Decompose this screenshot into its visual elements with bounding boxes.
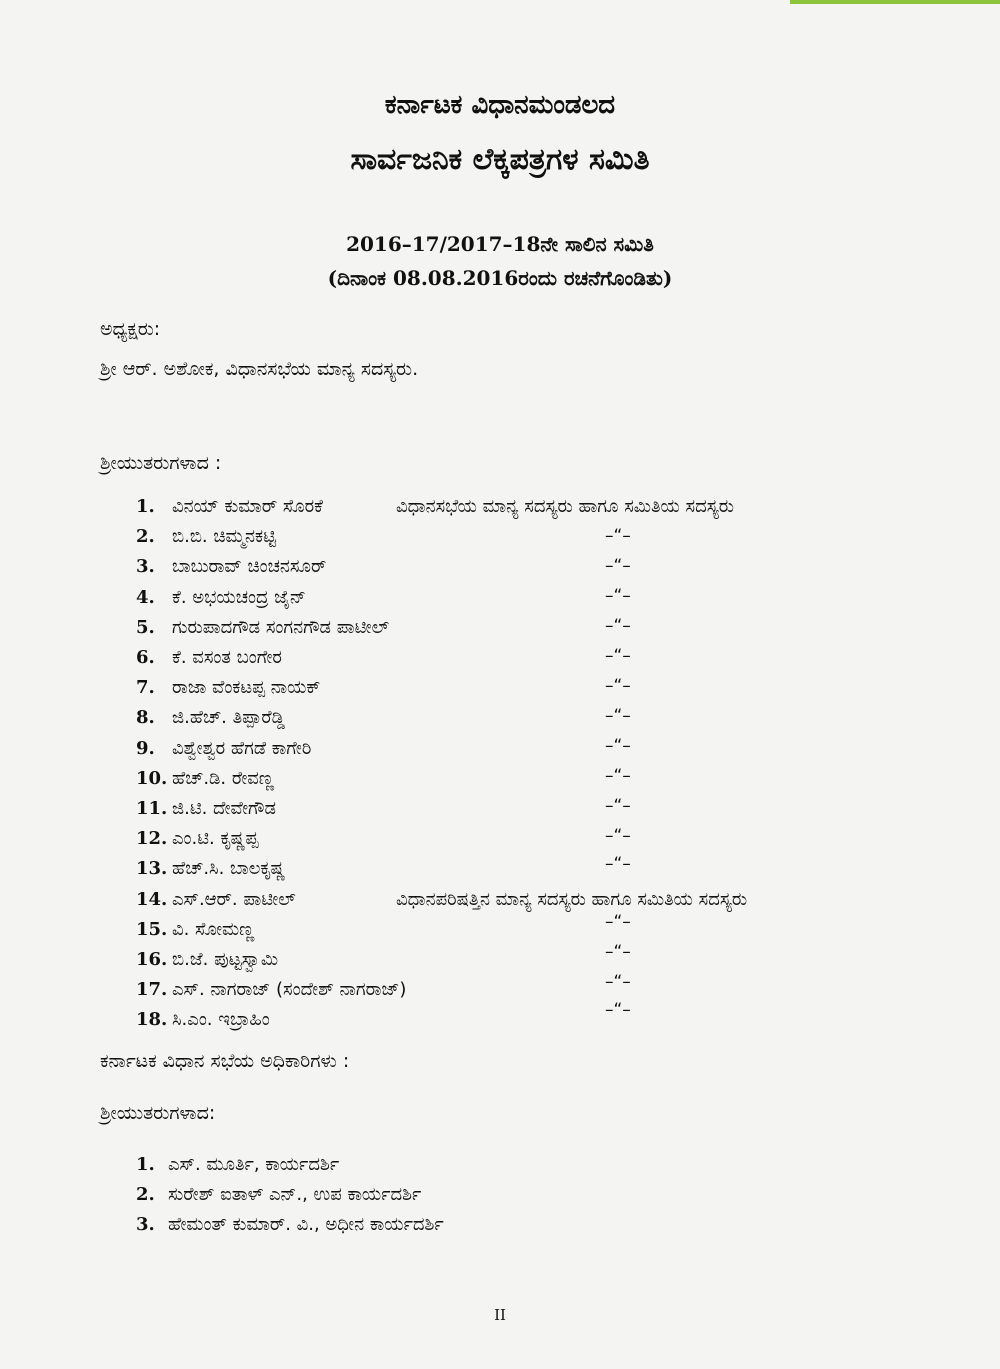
member-number: 8.	[136, 707, 155, 729]
ditto-mark: –“–	[605, 586, 631, 606]
member-name: ಎಂ.ಟಿ. ಕೃಷ್ಣಪ್ಪ	[172, 828, 259, 850]
member-name: ಸಿ.ಎಂ. ಇಬ್ರಾಹಿಂ	[172, 1009, 270, 1031]
member-name: ಬಿ.ಬಿ. ಚಿಮ್ಮನಕಟ್ಟಿ	[172, 526, 277, 548]
member-row	[136, 768, 896, 798]
ditto-mark: –“–	[605, 796, 631, 816]
committee-title: ಸಾರ್ವಜನಿಕ ಲೆಕ್ಕಪತ್ರಗಳ ಸಮಿತಿ	[350, 142, 650, 177]
member-number: 15.	[136, 918, 168, 940]
ditto-mark: –“–	[605, 736, 631, 756]
member-name: ಬಿ.ಜೆ. ಪುಟ್ಟಸ್ವಾಮಿ	[172, 949, 279, 970]
official-number: 2.	[136, 1184, 155, 1205]
assembly-title: ಕರ್ನಾಟಕ ವಿಧಾನಮಂಡಲದ	[384, 90, 616, 120]
member-number: 2.	[136, 526, 155, 548]
member-name: ಗುರುಪಾದಗೌಡ ಸಂಗನಗೌಡ ಪಾಟೀಲ್	[172, 616, 390, 638]
member-number: 12.	[136, 828, 168, 850]
official-row	[136, 1214, 444, 1244]
member-row	[136, 617, 896, 647]
member-name: ಹೆಚ್.ಡಿ. ರೇವಣ್ಣ	[172, 767, 275, 789]
member-number: 6.	[136, 647, 155, 668]
ditto-mark: –“–	[605, 912, 631, 932]
official-number: 3.	[136, 1214, 155, 1235]
member-name: ವಿಶ್ವೇಶ್ವರ ಹೆಗಡೆ ಕಾಗೇರಿ	[172, 737, 312, 759]
member-row	[136, 647, 896, 677]
official-number: 1.	[136, 1154, 155, 1175]
member-number: 7.	[136, 677, 155, 699]
member-name: ಹೆಚ್.ಸಿ. ಬಾಲಕೃಷ್ಣ	[172, 858, 286, 880]
member-number: 13.	[136, 858, 168, 880]
official-name: ಸುರೇಶ್ ಐತಾಳ್ ಎನ್., ಉಪ ಕಾರ್ಯದರ್ಶಿ	[168, 1184, 422, 1205]
ditto-mark: –“–	[605, 676, 631, 696]
chair-name: ಶ್ರೀ ಆರ್. ಅಶೋಕ, ವಿಧಾನಸಭೆಯ ಮಾನ್ಯ ಸದಸ್ಯರು.	[100, 358, 419, 380]
member-row	[136, 919, 896, 949]
member-row	[136, 979, 896, 1009]
page-number: II	[494, 1306, 506, 1324]
ditto-mark: –“–	[605, 706, 631, 726]
member-number: 11.	[136, 798, 168, 819]
member-name: ಎಸ್. ನಾಗರಾಜ್ (ಸಂದೇಶ್ ನಾಗರಾಜ್)	[172, 979, 407, 1001]
committee-term: 2016–17/2017–18ನೇ ಸಾಲಿನ ಸಮಿತಿ	[346, 232, 654, 256]
member-row	[136, 556, 896, 586]
member-name: ವಿ. ಸೋಮಣ್ಣ	[172, 918, 255, 940]
member-row	[136, 889, 896, 919]
ditto-mark: –“–	[605, 646, 631, 666]
ditto-mark: –“–	[605, 826, 631, 846]
member-number: 17.	[136, 979, 168, 1001]
member-row	[136, 858, 896, 888]
member-name: ಬಾಬುರಾವ್ ಚಿಂಚನಸೂರ್	[172, 556, 327, 578]
member-number: 1.	[136, 496, 155, 517]
member-row	[136, 526, 896, 556]
member-number: 16.	[136, 949, 168, 970]
officials-label: ಶ್ರೀಯುತರುಗಳಾದ:	[100, 1102, 216, 1124]
member-row	[136, 828, 896, 858]
member-row	[136, 738, 896, 768]
member-row	[136, 677, 896, 707]
member-row	[136, 949, 896, 979]
member-row	[136, 707, 896, 737]
ditto-mark: –“–	[605, 942, 631, 962]
ditto-mark: –“–	[605, 766, 631, 786]
member-row	[136, 496, 896, 526]
official-row	[136, 1154, 339, 1184]
member-name: ಕೆ. ವಸಂತ ಬಂಗೇರ	[172, 647, 282, 668]
member-role: ವಿಧಾನಪರಿಷತ್ತಿನ ಮಾನ್ಯ ಸದಸ್ಯರು ಹಾಗೂ ಸಮಿತಿಯ ಸದಸ್ಯರು	[396, 888, 748, 910]
member-name: ವಿನಯ್ ಕುಮಾರ್ ಸೊರಕೆ	[172, 496, 323, 517]
member-name: ಜಿ.ಹೆಚ್. ತಿಪ್ಪಾರೆಡ್ಡಿ	[172, 707, 286, 729]
member-number: 3.	[136, 556, 155, 578]
constitution-date: (ದಿನಾಂಕ 08.08.2016ರಂದು ರಚನೆಗೊಂಡಿತು)	[327, 266, 673, 290]
officials-heading: ಕರ್ನಾಟಕ ವಿಧಾನ ಸಭೆಯ ಅಧಿಕಾರಿಗಳು :	[100, 1050, 350, 1072]
member-number: 4.	[136, 586, 155, 608]
member-number: 9.	[136, 737, 155, 759]
ditto-mark: –“–	[605, 972, 631, 992]
member-number: 10.	[136, 767, 168, 789]
official-name: ಹೇಮಂತ್ ಕುಮಾರ್. ವಿ., ಅಧೀನ ಕಾರ್ಯದರ್ಶಿ	[168, 1214, 444, 1235]
member-name: ಜಿ.ಟಿ. ದೇವೇಗೌಡ	[172, 798, 276, 819]
ditto-mark: –“–	[605, 616, 631, 636]
ditto-mark: –“–	[605, 854, 631, 874]
member-name: ಎಸ್.ಆರ್. ಪಾಟೀಲ್	[172, 888, 296, 910]
ditto-mark: –“–	[605, 1000, 631, 1020]
member-name: ಕೆ. ಅಭಯಚಂದ್ರ ಜೈನ್	[172, 586, 306, 608]
chair-label: ಅಧ್ಯಕ್ಷರು:	[100, 318, 161, 340]
ditto-mark: –“–	[605, 556, 631, 576]
official-row	[136, 1184, 421, 1214]
member-row	[136, 587, 896, 617]
member-name: ರಾಜಾ ವೆಂಕಟಪ್ಪ ನಾಯಕ್	[172, 677, 321, 699]
ditto-mark: –“–	[605, 526, 631, 546]
member-role: ವಿಧಾನಸಭೆಯ ಮಾನ್ಯ ಸದಸ್ಯರು ಹಾಗೂ ಸಮಿತಿಯ ಸದಸ್ಯರು	[396, 496, 735, 517]
member-row	[136, 798, 896, 828]
official-name: ಎಸ್. ಮೂರ್ತಿ, ಕಾರ್ಯದರ್ಶಿ	[168, 1154, 340, 1175]
members-label: ಶ್ರೀಯುತರುಗಳಾದ :	[100, 452, 222, 474]
member-number: 18.	[136, 1009, 168, 1031]
member-number: 5.	[136, 616, 155, 638]
member-row	[136, 1009, 896, 1039]
member-number: 14.	[136, 888, 168, 910]
accent-bar	[790, 0, 1000, 4]
